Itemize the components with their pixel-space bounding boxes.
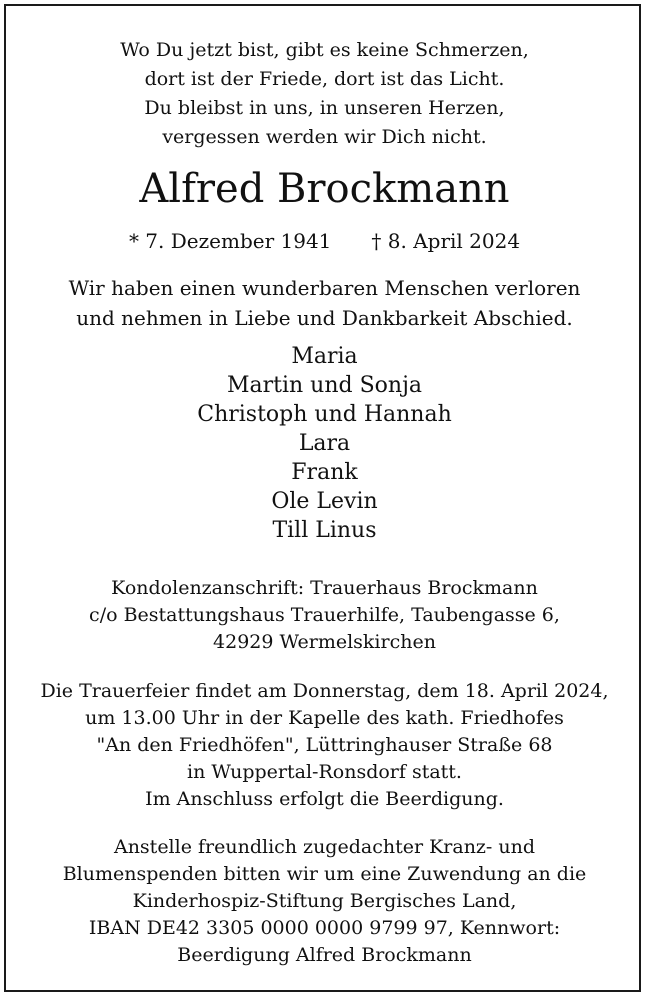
family-member: Martin und Sonja [226, 373, 423, 398]
poem-line: vergessen werden wir Dich nicht. [162, 126, 487, 148]
service-line: "An den Friedhöfen", Lüttringhauser Straße 68 [96, 734, 553, 756]
family-member: Maria [291, 344, 358, 369]
service-line: Im Anschluss erfolgt die Beerdigung. [145, 788, 504, 810]
family-member: Christoph und Hannah [197, 402, 452, 427]
address-line: Kondolenzanschrift: Trauerhaus Brockmann [111, 577, 538, 599]
family-member: Ole Levin [271, 489, 378, 514]
poem-line: dort ist der Friede, dort ist das Licht. [144, 68, 505, 90]
poem-line: Wo Du jetzt bist, gibt es keine Schmerzen, [120, 39, 529, 61]
funeral-service-info [0, 678, 649, 813]
deceased-name: Alfred Brockmann [139, 166, 510, 212]
donation-line: Kinderhospiz-Stiftung Bergisches Land, [132, 890, 517, 912]
service-line: um 13.00 Uhr in der Kapelle des kath. Friedhofes [85, 707, 564, 729]
donation-line: IBAN DE42 3305 0000 0000 9799 97, Kennwort: [88, 917, 561, 939]
farewell-line: Wir haben einen wunderbaren Menschen verloren [68, 276, 581, 300]
farewell-text [0, 273, 649, 333]
farewell-line: und nehmen in Liebe und Dankbarkeit Abschied. [76, 306, 573, 330]
poem-line: Du bleibst in uns, in unseren Herzen, [144, 97, 505, 119]
birth-date: * 7. Dezember 1941 [128, 229, 332, 253]
donation-line: Blumenspenden bitten wir um eine Zuwendung an die [62, 863, 587, 885]
life-dates [0, 227, 649, 255]
family-member: Frank [291, 460, 358, 485]
poem [0, 36, 649, 152]
family-list [0, 342, 649, 545]
donation-line: Beerdigung Alfred Brockmann [177, 944, 472, 966]
condolence-address [0, 575, 649, 656]
service-line: Die Trauerfeier findet am Donnerstag, dem 18. April 2024, [40, 680, 609, 702]
service-line: in Wuppertal-Ronsdorf statt. [187, 761, 462, 783]
family-member: Till Linus [272, 518, 377, 543]
family-member: Lara [298, 431, 351, 456]
donation-request [0, 834, 649, 969]
donation-line: Anstelle freundlich zugedachter Kranz- und [113, 836, 536, 858]
death-date: † 8. April 2024 [371, 229, 521, 253]
address-line: 42929 Wermelskirchen [213, 631, 436, 653]
address-line: c/o Bestattungshaus Trauerhilfe, Taubengasse 6, [89, 604, 560, 626]
